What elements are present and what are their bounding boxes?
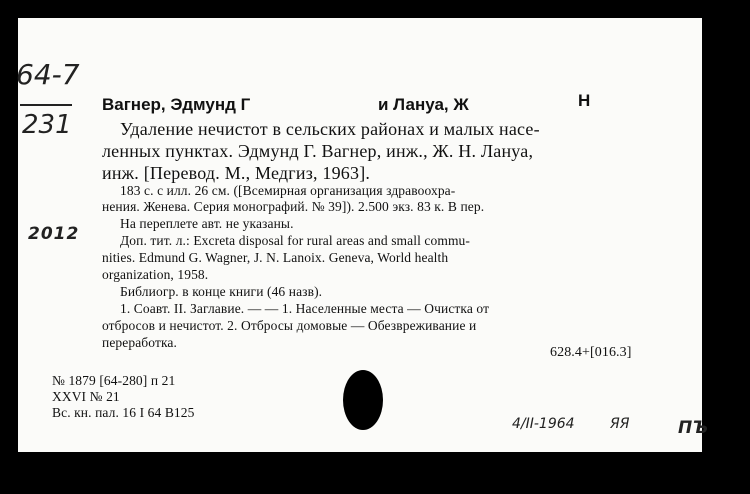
title-line-3: инж. [Перевод. М., Медгиз, 1963]. [102, 163, 371, 183]
desc-line-10: переработка. [102, 335, 177, 350]
handwritten-corner: ПЪ [678, 418, 709, 438]
title-line-2: ленных пунктах. Эдмунд Г. Вагнер, инж., Ж. Н. Лануа, [102, 141, 534, 161]
desc-line-3: На переплете авт. не указаны. [120, 216, 294, 231]
catalog-card [16, 18, 709, 452]
coauthor-initial: Н [578, 91, 591, 110]
desc-line-6: organization, 1958. [102, 267, 209, 282]
footer-line-1: № 1879 [64-280] п 21 [52, 373, 176, 388]
desc-line-7: Библиогр. в конце книги (46 назв). [120, 284, 323, 299]
handwritten-date: 4/II-1964 [512, 416, 575, 432]
handwritten-left-margin: 2012 [28, 224, 80, 244]
desc-line-9: отбросов и нечистот. 2. Отбросы домовые — Обезвреживание и [102, 318, 477, 333]
title-line-1: Удаление нечистот в сельских районах и малых насе- [120, 119, 540, 139]
handwritten-top-number: 64-7 [16, 58, 80, 91]
desc-line-1: 183 с. с илл. 26 см. ([Всемирная организация здравоохра- [120, 183, 456, 198]
card-punch-hole [343, 370, 383, 430]
desc-line-2: нения. Женева. Серия монографий. № 39]). 2.500 экз. 83 к. В пер. [102, 199, 485, 214]
footer-line-2: XXVI № 21 [52, 389, 120, 404]
desc-line-4: Доп. тит. л.: Excreta disposal for rural areas and small commu- [120, 233, 471, 248]
coauthor-name: и Лануа, Ж [378, 95, 469, 114]
desc-line-5: nities. Edmund G. Wagner, J. N. Lanoix. Geneva, World health [102, 250, 449, 265]
author-name: Вагнер, Эдмунд Г [102, 95, 251, 114]
footer-line-3: Вс. кн. пал. 16 I 64 В125 [52, 405, 195, 420]
classification-number: 628.4+[016.3] [550, 345, 632, 360]
call-number-rule [20, 104, 72, 106]
handwritten-bottom-number: 231 [22, 110, 72, 140]
handwritten-initials: ЯЯ [610, 416, 630, 432]
desc-line-8: 1. Соавт. II. Заглавие. — — 1. Населенные места — Очистка от [120, 301, 490, 316]
